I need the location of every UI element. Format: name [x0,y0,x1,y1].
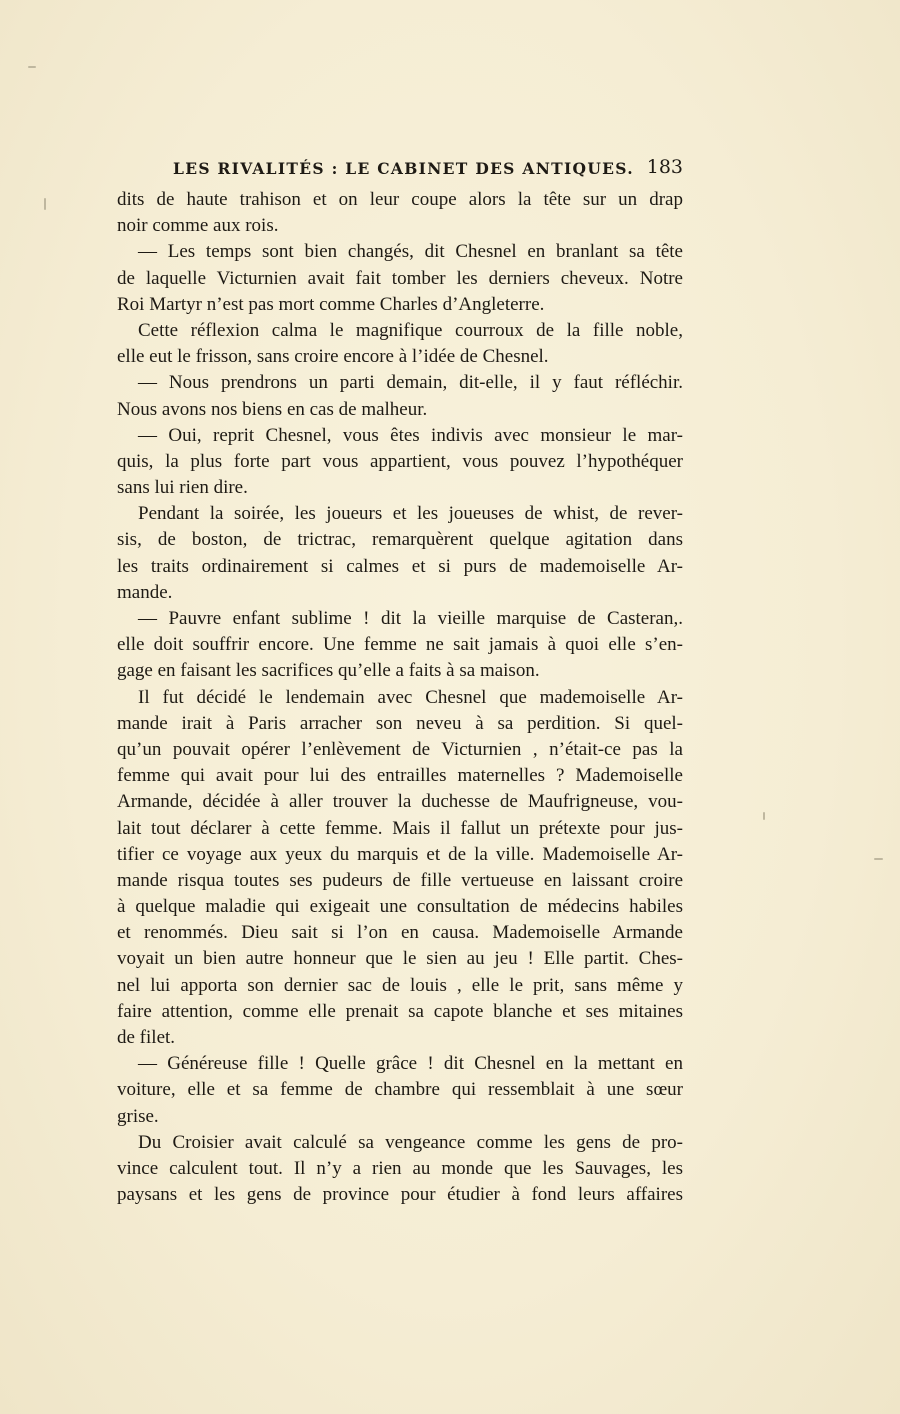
text-line: vince calculent tout. Il n’y a rien au monde que les Sauvages, les [117,1157,683,1179]
text-line: — Nous prendrons un parti demain, dit-elle, il y faut réfléchir. [138,372,683,394]
text-line: grise. [117,1105,159,1127]
text-line: Il fut décidé le lendemain avec Chesnel que mademoiselle Ar- [138,686,683,708]
text-line: Roi Martyr n’est pas mort comme Charles d’Angleterre. [117,293,545,315]
text-line: Nous avons nos biens en cas de malheur. [117,398,428,420]
text-line: mande. [117,581,173,603]
text-line: quis, la plus forte part vous appartient, vous pouvez l’hypothéquer [117,450,683,472]
text-line: elle eut le frisson, sans croire encore à l’idée de Chesnel. [117,346,549,368]
text-line: voiture, elle et sa femme de chambre qui ressemblait à une sœur [117,1079,683,1101]
text-line: — Généreuse fille ! Quelle grâce ! dit Chesnel en la mettant en [138,1053,683,1075]
text-line: Cette réflexion calma le magnifique courroux de la fille noble, [138,319,683,341]
text-line: femme qui avait pour lui des entrailles maternelles ? Mademoiselle [117,765,683,787]
text-line: Pendant la soirée, les joueurs et les joueuses de whist, de rever- [138,503,683,525]
page-number: 183 [646,156,683,178]
text-line: faire attention, comme elle prenait sa capote blanche et ses mitaines [117,1000,683,1022]
text-line: lait tout déclarer à cette femme. Mais il fallut un prétexte pour jus- [117,817,683,839]
running-head [117,156,683,186]
text-line: Du Croisier avait calculé sa vengeance comme les gens de pro- [138,1131,683,1153]
text-line: gage en faisant les sacrifices qu’elle a faits à sa maison. [117,660,540,682]
text-line: à quelque maladie qui exigeait une consultation de médecins habiles [117,896,683,918]
text-line: — Les temps sont bien changés, dit Chesnel en branlant sa tête [138,241,683,263]
text-line: et renommés. Dieu sait si l’on en causa. Mademoiselle Armande [117,922,683,944]
text-line: nel lui apporta son dernier sac de louis , elle le prit, sans même y [117,974,683,996]
text-line: paysans et les gens de province pour étudier à fond leurs affaires [117,1184,683,1206]
paper-speck [874,858,883,860]
text-line: de laquelle Victurnien avait fait tomber les derniers cheveux. Notre [117,267,683,289]
paper-speck [28,66,36,68]
text-line: mande irait à Paris arracher son neveu à sa perdition. Si quel- [117,712,683,734]
text-line: voyait un bien autre honneur que le sien au jeu ! Elle partit. Ches- [117,948,683,970]
text-line: — Oui, reprit Chesnel, vous êtes indivis avec monsieur le mar- [138,424,683,446]
text-line: tifier ce voyage aux yeux du marquis et de la ville. Mademoiselle Ar- [117,843,683,865]
text-line: sis, de boston, de trictrac, remarquèrent quelque agitation dans [117,529,683,551]
text-line: Armande, décidée à aller trouver la duchesse de Maufrigneuse, vou- [117,791,683,813]
text-line: de filet. [117,1027,176,1048]
text-line: sans lui rien dire. [117,477,248,499]
paper-speck [44,198,46,210]
text-line: les traits ordinairement si calmes et si purs de mademoiselle Ar- [117,555,683,577]
text-line: dits de haute trahison et on leur coupe alors la tête sur un drap [117,189,683,210]
text-line: — Pauvre enfant sublime ! dit la vieille marquise de Casteran,. [138,608,683,629]
body-text [117,187,683,1208]
text-line: elle doit souffrir encore. Une femme ne sait jamais à quoi elle s’en- [117,634,683,656]
text-line: mande risqua toutes ses pudeurs de fille vertueuse en laissant croire [117,869,683,891]
paper-speck [763,812,765,820]
text-line: noir comme aux rois. [117,215,279,237]
running-title: LES RIVALITÉS : LE CABINET DES ANTIQUES. [173,159,634,178]
text-line: qu’un pouvait opérer l’enlèvement de Victurnien , n’était-ce pas la [117,738,683,760]
